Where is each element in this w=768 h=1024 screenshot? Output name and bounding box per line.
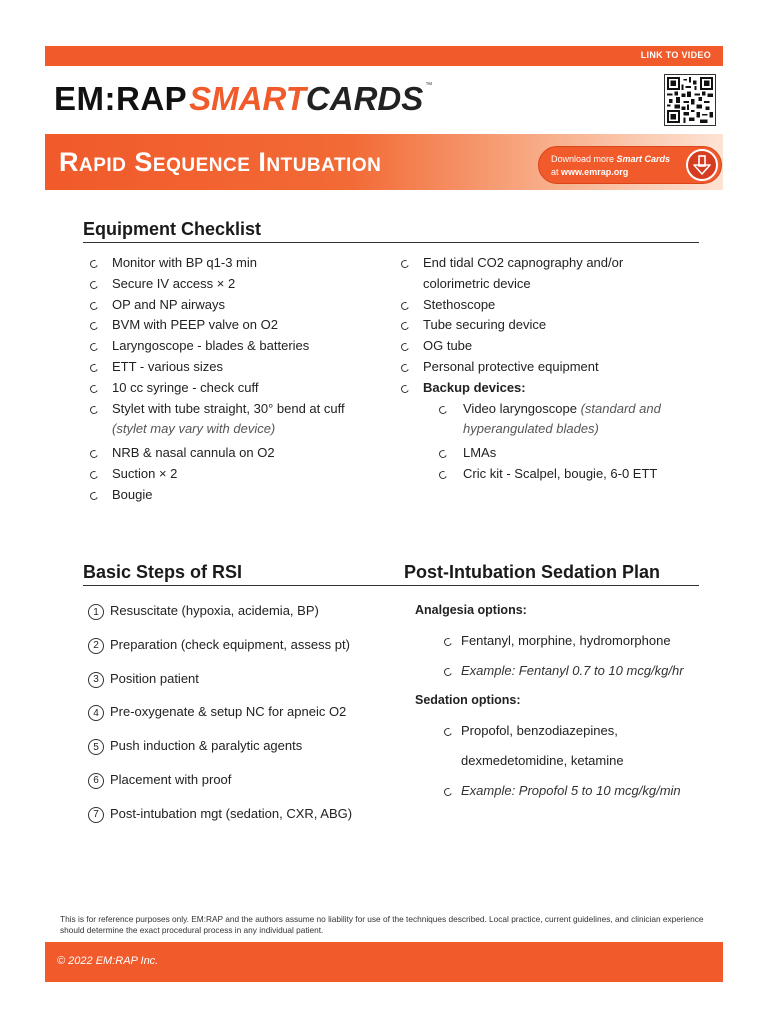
checkbox-circle-icon bbox=[89, 491, 99, 501]
checkbox-circle-icon bbox=[400, 384, 410, 394]
list-item: LMAs bbox=[395, 443, 705, 464]
list-item: Personal protective equipment bbox=[395, 357, 705, 378]
analgesia-label: Analgesia options: bbox=[415, 603, 527, 617]
equipment-list-right bbox=[395, 253, 705, 485]
basic-steps-title: Basic Steps of RSI bbox=[83, 562, 243, 582]
list-item: Example: Propofol 5 to 10 mcg/kg/min bbox=[415, 783, 684, 813]
disclaimer: This is for reference purposes only. EM:RAP and the authors assume no liability for use of the techniques described. Local practice, current guidelines, and clinician experience should determine the exact procedural process in any individual patient. bbox=[60, 914, 704, 935]
list-item: End tidal CO2 capnography and/or bbox=[395, 253, 705, 274]
list-item: 1 Resuscitate (hypoxia, acidemia, BP) bbox=[88, 603, 352, 637]
list-item: 3 Position patient bbox=[88, 671, 352, 705]
download-line2: at www.emrap.org bbox=[551, 167, 629, 177]
list-item: Stethoscope bbox=[395, 295, 705, 316]
list-item: 5 Push induction & paralytic agents bbox=[88, 738, 352, 772]
checkbox-circle-icon bbox=[400, 300, 410, 310]
logo-cards: CARDS bbox=[305, 80, 424, 117]
rsi-steps-list bbox=[88, 603, 352, 840]
stylet-note: (stylet may vary with device) bbox=[112, 421, 276, 437]
step-number: 4 bbox=[88, 705, 104, 721]
checkbox-circle-icon bbox=[89, 300, 99, 310]
list-item: OG tube bbox=[395, 336, 705, 357]
list-item: Backup devices: bbox=[395, 378, 705, 399]
list-item: Fentanyl, morphine, hydromorphone bbox=[415, 633, 684, 663]
list-item: Secure IV access × 2 bbox=[84, 274, 394, 295]
checkbox-circle-icon bbox=[89, 321, 99, 331]
checkbox-circle-icon bbox=[400, 342, 410, 352]
list-item-continuation: dexmedetomidine, ketamine bbox=[461, 753, 624, 768]
download-arrow-icon bbox=[686, 149, 718, 181]
checkbox-circle-icon bbox=[89, 259, 99, 269]
checkbox-circle-icon bbox=[89, 449, 99, 459]
page-title: Rapid Sequence Intubation bbox=[59, 147, 382, 177]
equipment-checklist-title: Equipment Checklist bbox=[83, 219, 262, 239]
checkbox-circle-icon bbox=[89, 470, 99, 480]
checkbox-circle-icon bbox=[443, 787, 453, 797]
steps-divider bbox=[83, 585, 699, 586]
checkbox-circle-icon bbox=[400, 363, 410, 373]
list-item: Video laryngoscope (standard and hyperangulated blades) bbox=[395, 399, 705, 441]
logo-emrap: EM:RAP bbox=[54, 80, 188, 117]
link-to-video[interactable]: LINK TO VIDEO bbox=[640, 50, 711, 60]
step-number: 3 bbox=[88, 672, 104, 688]
sedation-plan bbox=[415, 603, 684, 813]
step-number: 5 bbox=[88, 739, 104, 755]
list-item: Example: Fentanyl 0.7 to 10 mcg/kg/hr bbox=[415, 663, 684, 693]
download-smart-cards-button[interactable] bbox=[538, 146, 722, 184]
list-item: 4 Pre-oxygenate & setup NC for apneic O2 bbox=[88, 704, 352, 738]
equipment-list-left bbox=[84, 253, 394, 506]
step-number: 7 bbox=[88, 807, 104, 823]
list-item: Monitor with BP q1-3 min bbox=[84, 253, 394, 274]
list-item: Laryngoscope - blades & batteries bbox=[84, 336, 394, 357]
checkbox-circle-icon bbox=[443, 727, 453, 737]
checkbox-circle-icon bbox=[89, 280, 99, 290]
list-item: 7 Post-intubation mgt (sedation, CXR, ABG) bbox=[88, 806, 352, 840]
list-item: 10 cc syringe - check cuff bbox=[84, 378, 394, 399]
list-item: Suction × 2 bbox=[84, 464, 394, 485]
list-item: NRB & nasal cannula on O2 bbox=[84, 443, 394, 464]
checkbox-circle-icon bbox=[400, 321, 410, 331]
qr-code-icon[interactable] bbox=[664, 74, 716, 126]
list-item: Cric kit - Scalpel, bougie, 6-0 ETT bbox=[395, 464, 705, 485]
checkbox-circle-icon bbox=[89, 384, 99, 394]
equipment-divider bbox=[83, 242, 699, 243]
checkbox-circle-icon bbox=[89, 342, 99, 352]
list-item-continuation: colorimetric device bbox=[423, 275, 531, 291]
top-bar bbox=[45, 46, 723, 66]
step-number: 2 bbox=[88, 638, 104, 654]
checkbox-circle-icon bbox=[443, 637, 453, 647]
list-item: 2 Preparation (check equipment, assess pt) bbox=[88, 637, 352, 671]
list-item: OP and NP airways bbox=[84, 295, 394, 316]
checkbox-circle-icon bbox=[89, 404, 99, 414]
copyright: © 2022 EM:RAP Inc. bbox=[57, 955, 159, 967]
list-item: 6 Placement with proof bbox=[88, 772, 352, 806]
list-item: Stylet with tube straight, 30° bend at cuff (stylet may vary with device) bbox=[84, 399, 394, 441]
checkbox-circle-icon bbox=[89, 363, 99, 373]
list-item: Bougie bbox=[84, 485, 394, 506]
sedation-label: Sedation options: bbox=[415, 693, 521, 707]
step-number: 1 bbox=[88, 604, 104, 620]
emrap-smartcards-logo bbox=[54, 80, 432, 120]
list-item: Propofol, benzodiazepines, bbox=[415, 723, 684, 753]
checkbox-circle-icon bbox=[400, 259, 410, 269]
logo-trademark: ™ bbox=[425, 82, 433, 89]
checkbox-circle-icon bbox=[438, 470, 448, 480]
checkbox-circle-icon bbox=[443, 667, 453, 677]
sedation-plan-title: Post-Intubation Sedation Plan bbox=[404, 562, 660, 582]
list-item: BVM with PEEP valve on O2 bbox=[84, 315, 394, 336]
step-number: 6 bbox=[88, 773, 104, 789]
list-item: Tube securing device bbox=[395, 315, 705, 336]
checkbox-circle-icon bbox=[438, 449, 448, 459]
logo-smart: SMART bbox=[189, 80, 306, 117]
download-line1: Download more Smart Cards bbox=[551, 154, 671, 164]
footer bbox=[45, 942, 723, 982]
list-item: ETT - various sizes bbox=[84, 357, 394, 378]
checkbox-circle-icon bbox=[438, 404, 448, 414]
